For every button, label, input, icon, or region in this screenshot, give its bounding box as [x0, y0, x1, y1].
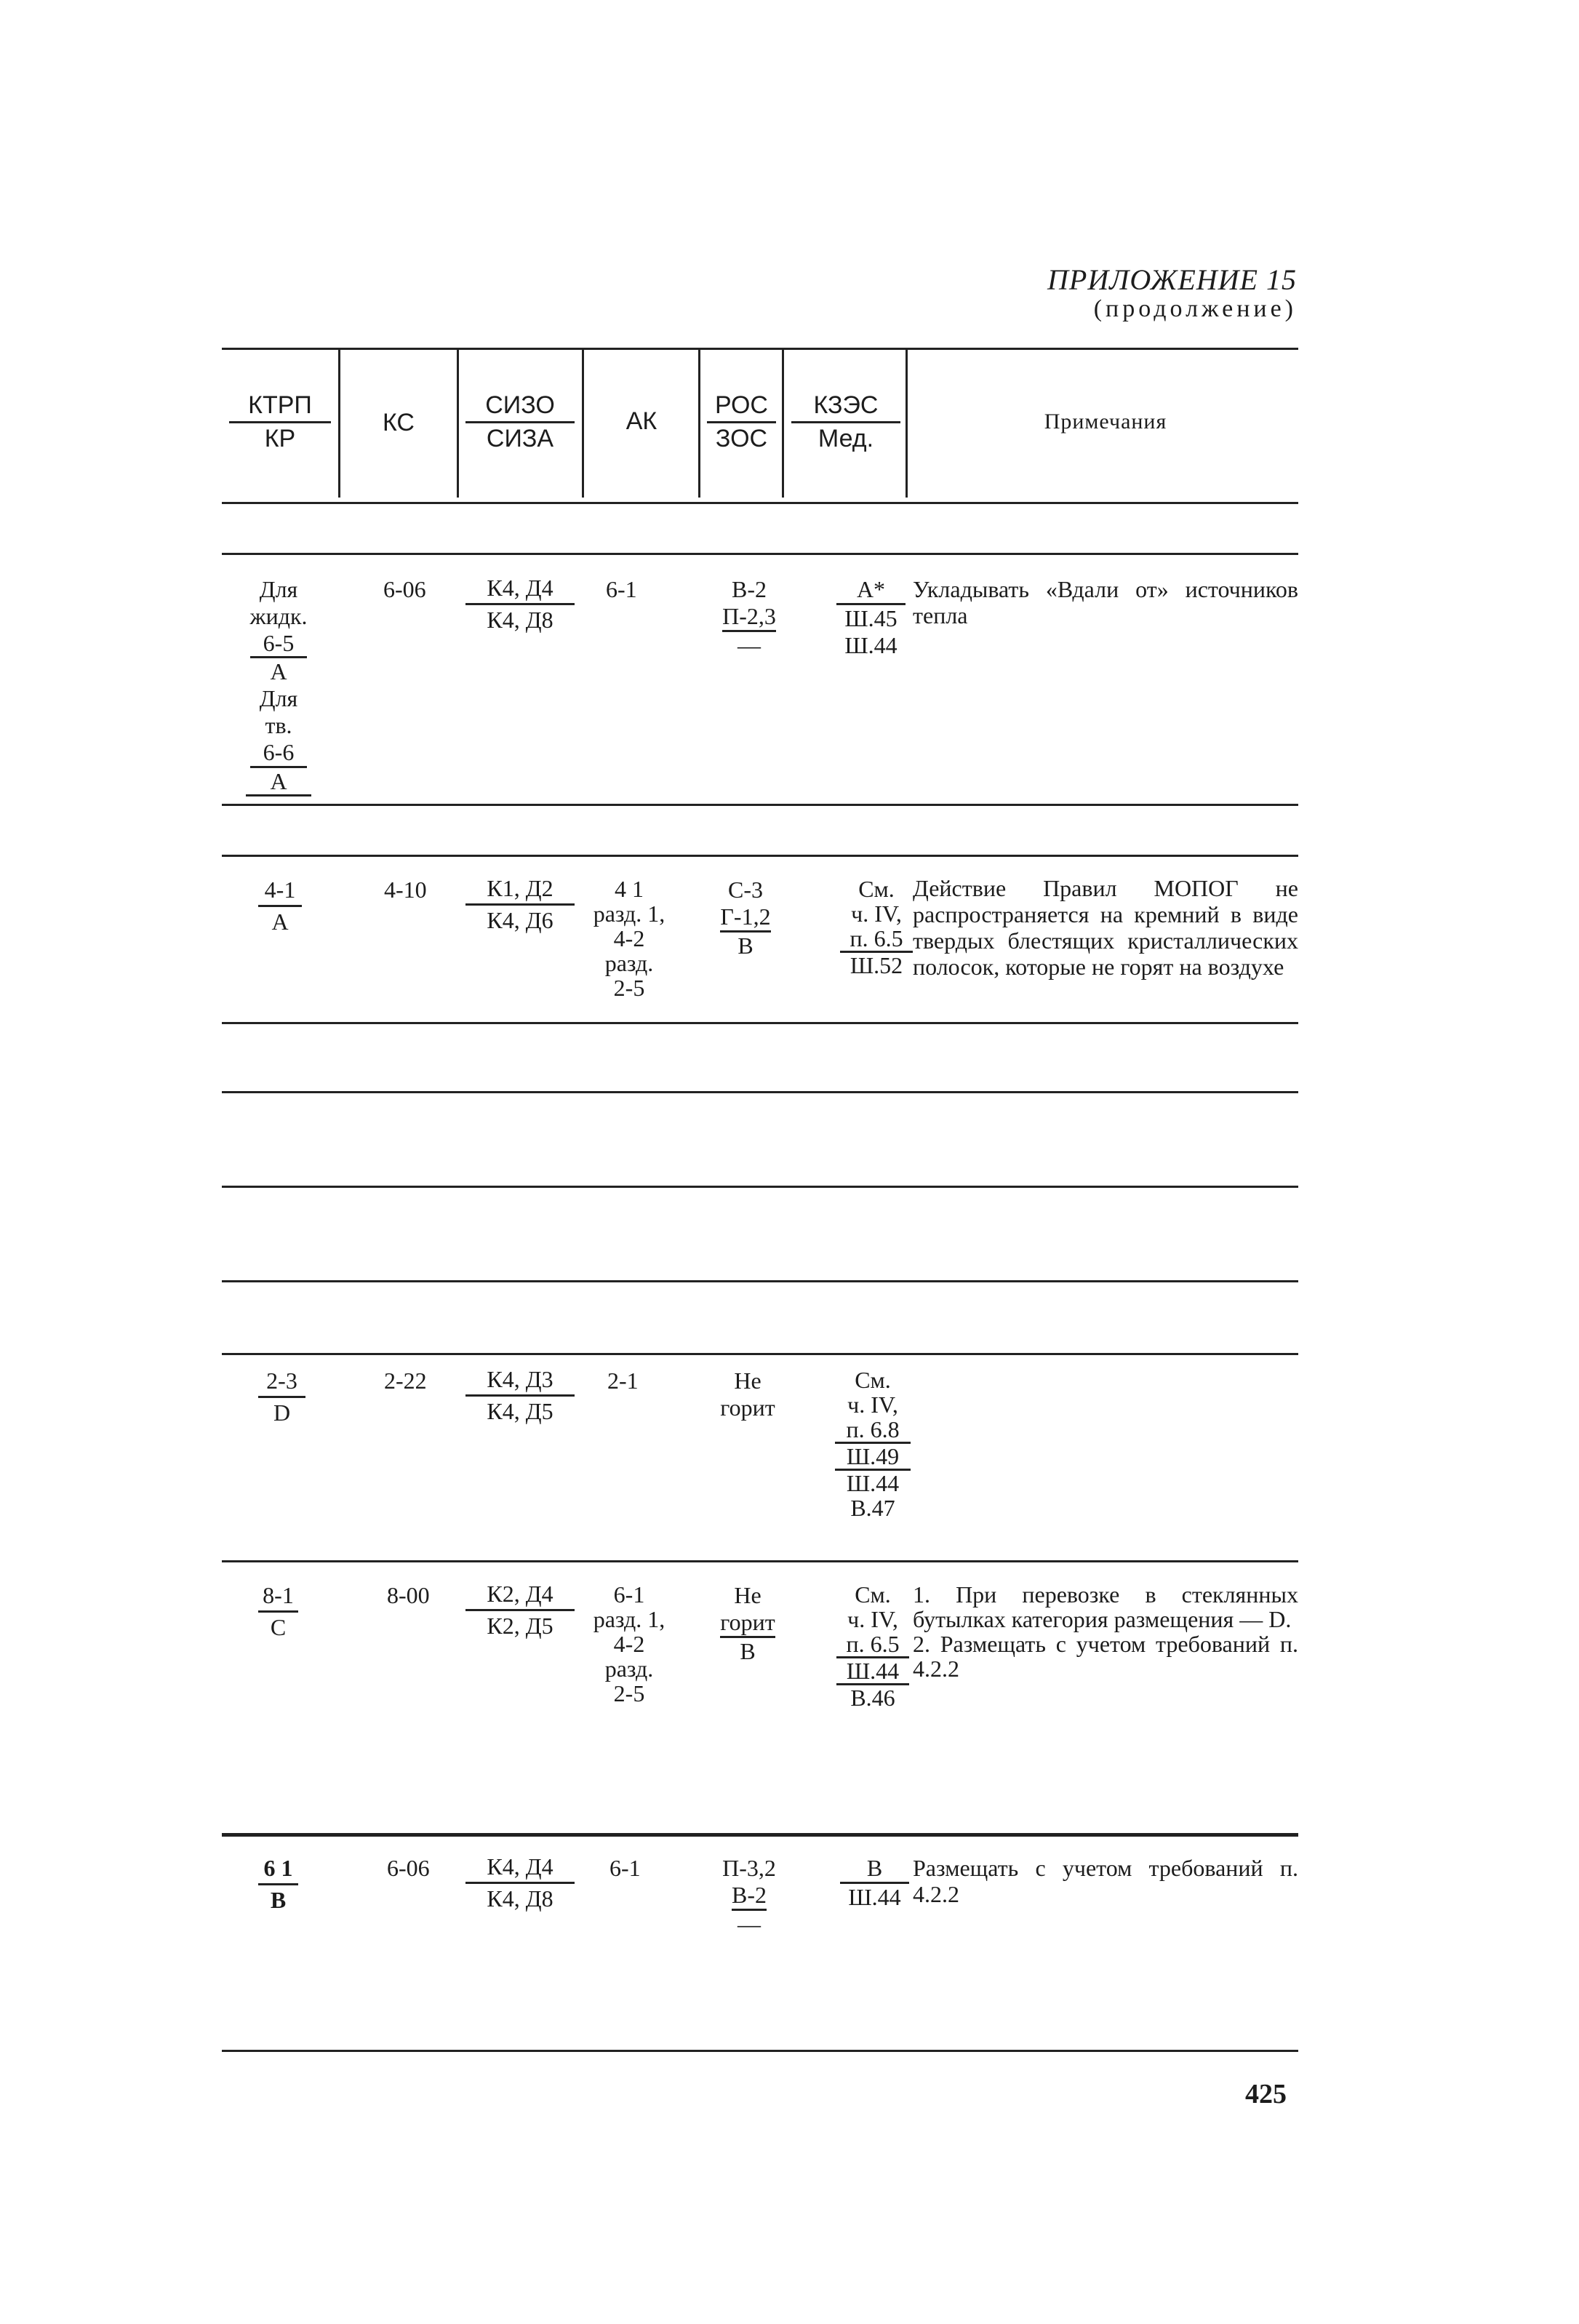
row5-ktrp: 6 1 В [258, 1855, 298, 1914]
column-divider [782, 348, 784, 498]
row-separator [222, 1833, 1298, 1837]
row4-note: 1. При перевозке в стеклянных бутылках категория размещения — D. 2. Размещать с учетом требований п. 4.2.2 [913, 1581, 1298, 1682]
row5-ak: 6-1 [609, 1855, 641, 1881]
row3-ak: 2-1 [607, 1367, 639, 1394]
row3-kzes: См. ч. IV, п. 6.8 Ш.49 Ш.44 В.47 [829, 1367, 916, 1520]
header-sizo-siza: СИЗО СИЗА [465, 391, 575, 453]
header-kzes-med: КЗЭС Мед. [791, 391, 900, 453]
row1-kzes: А* Ш.45 Ш.44 [836, 576, 906, 658]
row5-ks: 6-06 [387, 1855, 430, 1881]
row1-ros: В-2 П-2,3 — [722, 576, 776, 658]
row2-ak: 4 1 разд. 1, 4-2 разд. 2-5 [593, 876, 665, 1001]
row1-ks: 6-06 [383, 576, 426, 602]
row2-ros: С-3 Г-1,2 В [720, 877, 771, 959]
row-separator [222, 553, 1298, 555]
row-separator [222, 1280, 1298, 1282]
appendix-title: ПРИЛОЖЕНИЕ 15 [1047, 263, 1297, 296]
row4-sizo: К2, Д4 К2, Д5 [465, 1581, 575, 1640]
row3-ktrp: $\frac{2-3}{D}$ [258, 1367, 305, 1426]
row5-kzes: В Ш.44 [840, 1855, 909, 1911]
row2-note: Действие Правил МОПОГ не распространяется на кремний в виде твердых блестящих кристаллических полосок, которые не горят на воздухе [913, 875, 1298, 980]
row-separator [222, 1022, 1298, 1024]
row4-ros: Не горит В [720, 1582, 775, 1664]
row1-note: Укладывать «Вдали от» источников тепла [913, 576, 1298, 628]
row1-sizo: К4, Д4 К4, Д8 [465, 575, 575, 634]
header-notes: Примечания [1044, 410, 1167, 434]
column-divider [906, 348, 908, 498]
row-separator [222, 1091, 1298, 1093]
row3-sizo: К4, Д3 К4, Д5 [465, 1366, 575, 1425]
row2-kzes: См. ч. IV, п. 6.5 Ш.52 [840, 877, 913, 978]
header-bottom-rule [222, 502, 1298, 504]
column-divider [338, 348, 340, 498]
table-top-rule [222, 348, 1298, 350]
row2-ks: 4-10 [384, 877, 427, 903]
row5-sizo: К4, Д4 К4, Д8 [465, 1853, 575, 1912]
row2-ktrp: 4-1 А [258, 877, 302, 935]
header-ak: АК [625, 407, 657, 435]
row3-ks: 2-22 [384, 1367, 427, 1394]
row1-ak: 6-1 [606, 576, 637, 602]
header-ros-zos: РОС ЗОС [707, 391, 776, 453]
row-separator [222, 1560, 1298, 1562]
appendix-subtitle: (продолжение) [1093, 295, 1297, 322]
row-separator [222, 1353, 1298, 1355]
page-number: 425 [1245, 2079, 1287, 2109]
column-divider [698, 348, 700, 498]
column-divider [582, 348, 584, 498]
table-bottom-rule [222, 2050, 1298, 2052]
row4-ak: 6-1 разд. 1, 4-2 разд. 2-5 [593, 1581, 665, 1706]
row2-sizo: К1, Д2 К4, Д6 [465, 875, 575, 934]
row1-ktrp: Для жидк. 6-5 А Для тв. 6-6 А [231, 576, 326, 796]
row-separator [222, 804, 1298, 806]
header-ks: КС [383, 409, 415, 436]
row4-kzes: См. ч. IV, п. 6.5 Ш.44 В.46 [836, 1582, 909, 1710]
column-divider [457, 348, 459, 498]
row-separator [222, 1186, 1298, 1188]
row3-ros: Не горит [720, 1367, 775, 1421]
row5-ros: П-3,2 В-2 — [722, 1855, 776, 1937]
row4-ktrp: 8-1 С [258, 1582, 298, 1641]
header-ktrp-kr: КТРП КР [229, 391, 331, 453]
row4-ks: 8-00 [387, 1582, 430, 1608]
row-separator [222, 855, 1298, 857]
row5-note: Размещать с учетом требований п. 4.2.2 [913, 1855, 1298, 1907]
